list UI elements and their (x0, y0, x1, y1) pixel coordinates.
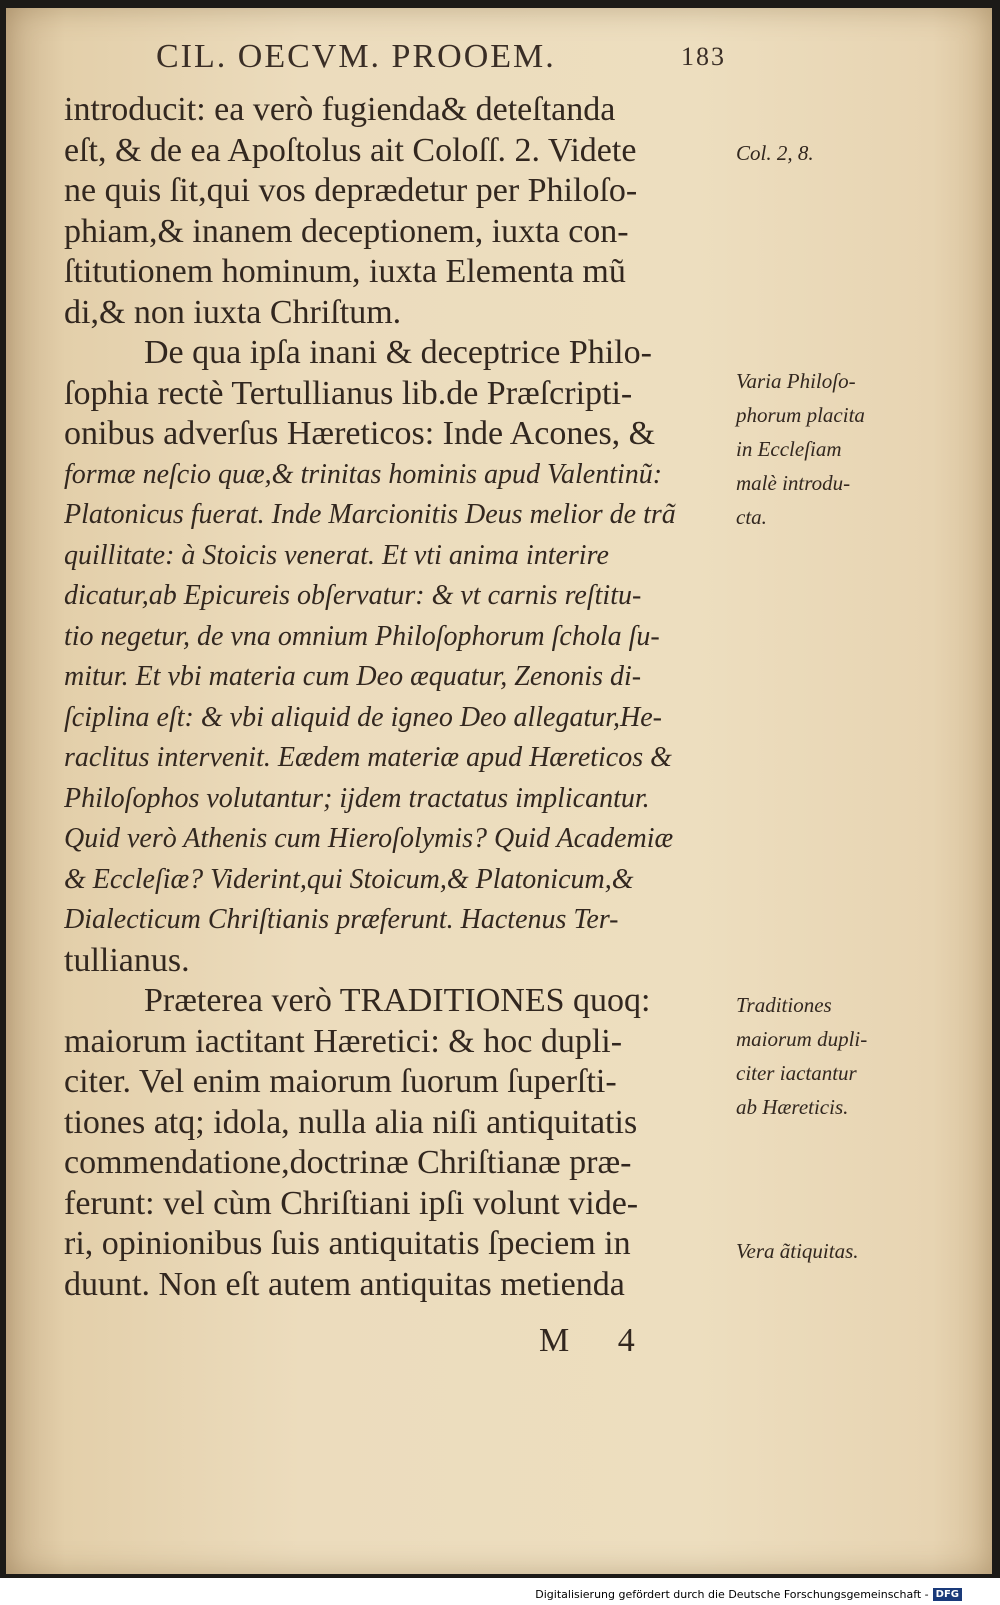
text-line: commendatione,doctrinæ Chriſtianæ præ- (64, 1144, 632, 1181)
text-line: tullianus. (64, 941, 190, 979)
text-line: ne quis ſit,qui vos deprædetur per Philoſo- (64, 172, 638, 209)
text-line: quillitate: à Stoicis venerat. Et vti anima interire (64, 539, 609, 571)
margin-note-line: Col. 2, 8. (736, 141, 814, 165)
margin-note-line: in Eccleſiam (736, 437, 842, 461)
margin-note (736, 988, 911, 1124)
text-line: mitur. Et vbi materia cum Deo æquatur, Zenonis di- (64, 661, 642, 692)
text-line: ſophia rectè Tertullianus lib.de Præſcripti- (64, 374, 633, 412)
margin-note-line: Varia Philoſo- (736, 369, 856, 393)
text-line: citer. Vel enim maiorum ſuorum ſuperſti- (64, 1063, 617, 1100)
margin-note (736, 1234, 911, 1268)
text-line: maiorum iactitant Hæretici: & hoc dupli- (64, 1022, 623, 1060)
margin-note-line: cta. (736, 505, 767, 529)
text-line: ferunt: vel cùm Chriſtiani ipſi volunt vide- (64, 1184, 639, 1222)
margin-note-line: phorum placita (736, 403, 865, 427)
text-line: ri, opinionibus ſuis antiquitatis ſpeciem in (64, 1225, 631, 1262)
text-line: Quid verò Athenis cum Hieroſolymis? Quid Academiæ (64, 823, 674, 854)
margin-note (736, 136, 911, 170)
running-title: CIL. OECVM. PROOEM. (156, 38, 556, 75)
text-line: eſt, & de ea Apoſtolus ait Coloſſ. 2. Videte (64, 131, 637, 169)
text-line: introducit: ea verò fugienda& deteſtanda (64, 91, 616, 128)
text-line: Dialecticum Chriſtianis præferunt. Hactenus Ter- (64, 904, 619, 935)
margin-note-line: maiorum dupli- (736, 1027, 868, 1051)
margin-note (736, 364, 911, 534)
margin-note-line: citer iactantur (736, 1061, 857, 1085)
text-line: Philoſophos volutantur; ijdem tractatus implicantur. (64, 782, 650, 814)
text-line: dicatur,ab Epicureis obſervatur: & vt carnis reſtitu- (64, 580, 642, 611)
text-line: duunt. Non eſt autem antiquitas metienda (64, 1265, 625, 1303)
margin-note-line: Traditiones (736, 993, 832, 1017)
text-line: Platonicus fuerat. Inde Marcionitis Deus melior de trã (64, 499, 676, 530)
digitization-credit (535, 1588, 962, 1601)
book-page (6, 8, 992, 1574)
text-line: tio negetur, de vna omnium Philoſophorum ſchola ſu- (64, 620, 660, 652)
text-line: tiones atq; idola, nulla alia niſi antiquitatis (64, 1103, 638, 1141)
dfg-logo: DFG (933, 1588, 962, 1601)
page-number: 183 (681, 42, 726, 71)
text-line: onibus adverſus Hæreticos: Inde Acones, & (64, 415, 656, 452)
margin-note-line: ab Hæreticis. (736, 1095, 849, 1119)
margin-note-line: malè introdu- (736, 471, 851, 495)
text-line: De qua ipſa inani & deceptrice Philo- (144, 334, 652, 371)
text-line: ſtitutionem hominum, iuxta Elementa mũ (64, 253, 626, 290)
page-header (156, 38, 726, 88)
body-text (64, 90, 732, 1305)
signature-mark: M 4 (539, 1322, 655, 1359)
text-line: di,& non iuxta Chriſtum. (64, 293, 402, 331)
text-line: & Eccleſiæ? Viderint,qui Stoicum,& Platonicum,& (64, 863, 634, 895)
text-line: Præterea verò TRADITIONES quoq: (144, 982, 651, 1019)
text-line: formæ neſcio quæ,& trinitas hominis apud Valentinũ: (64, 458, 663, 490)
text-line: ſciplina eſt: & vbi aliquid de igneo Deo allegatur,He- (64, 701, 662, 733)
margin-note-line: Vera ãtiquitas. (736, 1239, 859, 1263)
text-line: phiam,& inanem deceptionem, iuxta con- (64, 212, 629, 250)
credit-text: Digitalisierung gefördert durch die Deutsche Forschungsgemeinschaft - (535, 1588, 929, 1601)
text-line: raclitus intervenit. Eædem materiæ apud Hæreticos & (64, 742, 672, 773)
